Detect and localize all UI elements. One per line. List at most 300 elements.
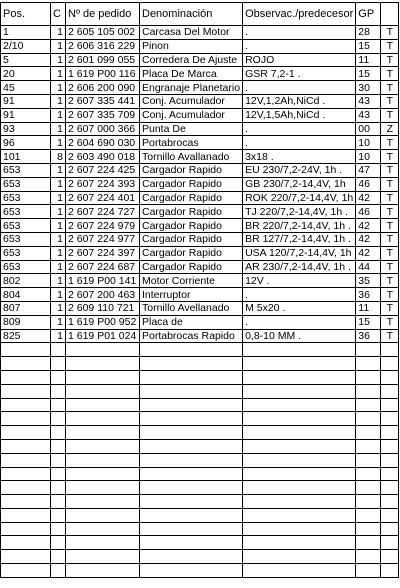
- header-c: C: [51, 3, 66, 26]
- cell-gp: 30: [356, 81, 381, 95]
- parts-list-table: [0, 2, 399, 578]
- cell-gp: [356, 439, 381, 453]
- cell-t: [381, 467, 399, 481]
- table-row: [1, 81, 399, 95]
- cell-c: 1: [51, 219, 66, 233]
- cell-c: [51, 439, 66, 453]
- cell-pos: 653: [1, 191, 51, 205]
- parts-body: [1, 26, 399, 578]
- empty-row: [1, 453, 399, 467]
- cell-c: [51, 398, 66, 412]
- cell-pos: 653: [1, 219, 51, 233]
- cell-pedido: [66, 370, 140, 384]
- table-row: [1, 274, 399, 288]
- cell-pedido: [66, 357, 140, 371]
- cell-t: [381, 343, 399, 357]
- cell-denominacion: Placa De Marca: [140, 67, 243, 81]
- cell-pedido: [66, 343, 140, 357]
- cell-c: 1: [51, 108, 66, 122]
- cell-t: [381, 522, 399, 536]
- cell-pedido: 2 607 224 979: [66, 219, 140, 233]
- table-row: [1, 39, 399, 53]
- cell-gp: 10: [356, 136, 381, 150]
- cell-denominacion: Portabrocas: [140, 136, 243, 150]
- cell-gp: 15: [356, 67, 381, 81]
- cell-gp: [356, 564, 381, 578]
- cell-denominacion: [140, 412, 243, 426]
- empty-row: [1, 412, 399, 426]
- cell-t: T: [381, 26, 399, 40]
- cell-pos: 20: [1, 67, 51, 81]
- cell-t: [381, 564, 399, 578]
- cell-gp: [356, 384, 381, 398]
- cell-pos: 101: [1, 150, 51, 164]
- cell-denominacion: [140, 550, 243, 564]
- cell-c: 1: [51, 301, 66, 315]
- cell-pos: 653: [1, 246, 51, 260]
- cell-c: 1: [51, 246, 66, 260]
- cell-denominacion: [140, 398, 243, 412]
- cell-c: [51, 426, 66, 440]
- empty-row: [1, 384, 399, 398]
- table-row: [1, 232, 399, 246]
- table-row: [1, 205, 399, 219]
- cell-denominacion: Punta De: [140, 122, 243, 136]
- cell-pos: 807: [1, 301, 51, 315]
- cell-denominacion: Portabrocas Rapido: [140, 329, 243, 343]
- cell-pedido: 2 606 316 229: [66, 39, 140, 53]
- cell-c: [51, 412, 66, 426]
- cell-pos: [1, 453, 51, 467]
- cell-gp: [356, 467, 381, 481]
- empty-row: [1, 357, 399, 371]
- cell-c: 1: [51, 122, 66, 136]
- cell-observac: 12V .: [243, 274, 356, 288]
- cell-gp: 42: [356, 232, 381, 246]
- cell-pos: 653: [1, 260, 51, 274]
- table-row: [1, 315, 399, 329]
- table-row: [1, 191, 399, 205]
- cell-gp: [356, 550, 381, 564]
- cell-pos: 653: [1, 205, 51, 219]
- cell-denominacion: [140, 370, 243, 384]
- header-observac: Observac./predecesor: [243, 3, 356, 26]
- cell-observac: [243, 481, 356, 495]
- cell-t: T: [381, 150, 399, 164]
- cell-t: T: [381, 67, 399, 81]
- cell-pedido: [66, 426, 140, 440]
- cell-gp: 43: [356, 94, 381, 108]
- cell-pos: [1, 343, 51, 357]
- cell-c: 1: [51, 26, 66, 40]
- header-pedido: Nº de pedido: [66, 3, 140, 26]
- cell-pos: [1, 564, 51, 578]
- cell-pos: 804: [1, 288, 51, 302]
- table-row: [1, 122, 399, 136]
- cell-gp: 35: [356, 274, 381, 288]
- cell-gp: 46: [356, 177, 381, 191]
- cell-observac: TJ 220/7,2-14,4V, 1h .: [243, 205, 356, 219]
- cell-observac: 0,8-10 MM .: [243, 329, 356, 343]
- cell-observac: [243, 564, 356, 578]
- cell-t: [381, 398, 399, 412]
- cell-observac: GB 230/7,2-14,4V, 1h: [243, 177, 356, 191]
- cell-c: 1: [51, 191, 66, 205]
- cell-denominacion: [140, 536, 243, 550]
- cell-gp: [356, 453, 381, 467]
- cell-denominacion: Engranaje Planetario: [140, 81, 243, 95]
- cell-denominacion: Cargador Rapido: [140, 232, 243, 246]
- cell-pos: [1, 522, 51, 536]
- cell-c: [51, 495, 66, 509]
- cell-denominacion: [140, 343, 243, 357]
- cell-pedido: 2 609 110 721: [66, 301, 140, 315]
- cell-denominacion: [140, 508, 243, 522]
- cell-gp: [356, 536, 381, 550]
- cell-gp: 15: [356, 39, 381, 53]
- cell-c: [51, 453, 66, 467]
- cell-gp: [356, 370, 381, 384]
- table-row: [1, 26, 399, 40]
- cell-denominacion: [140, 564, 243, 578]
- cell-pedido: [66, 495, 140, 509]
- cell-c: 1: [51, 274, 66, 288]
- cell-gp: [356, 357, 381, 371]
- cell-t: Z: [381, 122, 399, 136]
- cell-pedido: [66, 522, 140, 536]
- cell-gp: 36: [356, 329, 381, 343]
- cell-denominacion: Conj. Acumulador: [140, 94, 243, 108]
- cell-t: T: [381, 205, 399, 219]
- empty-row: [1, 343, 399, 357]
- cell-pedido: 2 607 224 401: [66, 191, 140, 205]
- cell-pos: [1, 426, 51, 440]
- cell-pos: 45: [1, 81, 51, 95]
- cell-pos: 91: [1, 108, 51, 122]
- cell-pos: [1, 550, 51, 564]
- cell-gp: 43: [356, 108, 381, 122]
- cell-c: [51, 550, 66, 564]
- table-row: [1, 329, 399, 343]
- cell-observac: [243, 453, 356, 467]
- cell-t: T: [381, 163, 399, 177]
- cell-pedido: 2 601 099 055: [66, 53, 140, 67]
- cell-pedido: [66, 481, 140, 495]
- cell-t: [381, 426, 399, 440]
- cell-pedido: [66, 384, 140, 398]
- cell-pos: 653: [1, 163, 51, 177]
- cell-observac: [243, 398, 356, 412]
- cell-t: T: [381, 301, 399, 315]
- cell-gp: 46: [356, 205, 381, 219]
- cell-pos: 802: [1, 274, 51, 288]
- cell-pedido: 2 607 224 687: [66, 260, 140, 274]
- cell-observac: .: [243, 136, 356, 150]
- cell-denominacion: [140, 481, 243, 495]
- cell-pedido: 1 619 P00 952: [66, 315, 140, 329]
- cell-gp: 42: [356, 219, 381, 233]
- cell-t: T: [381, 39, 399, 53]
- cell-denominacion: [140, 384, 243, 398]
- cell-c: 8: [51, 150, 66, 164]
- cell-denominacion: Tornillo Avellanado: [140, 301, 243, 315]
- cell-gp: [356, 343, 381, 357]
- cell-t: [381, 550, 399, 564]
- cell-t: [381, 384, 399, 398]
- cell-denominacion: Cargador Rapido: [140, 219, 243, 233]
- cell-pedido: 2 607 224 977: [66, 232, 140, 246]
- cell-pos: 1: [1, 26, 51, 40]
- cell-observac: 12V,1,5Ah,NiCd .: [243, 108, 356, 122]
- cell-observac: GSR 7,2-1 .: [243, 67, 356, 81]
- cell-gp: [356, 508, 381, 522]
- cell-pos: [1, 357, 51, 371]
- cell-denominacion: Cargador Rapido: [140, 177, 243, 191]
- empty-row: [1, 536, 399, 550]
- cell-observac: 12V,1,2Ah,NiCd .: [243, 94, 356, 108]
- table-row: [1, 94, 399, 108]
- cell-c: [51, 343, 66, 357]
- cell-c: 1: [51, 136, 66, 150]
- cell-pedido: [66, 453, 140, 467]
- cell-observac: [243, 439, 356, 453]
- cell-t: [381, 370, 399, 384]
- cell-observac: .: [243, 122, 356, 136]
- table-row: [1, 219, 399, 233]
- cell-gp: 44: [356, 260, 381, 274]
- cell-pos: [1, 398, 51, 412]
- cell-observac: .: [243, 81, 356, 95]
- header-row: [1, 3, 399, 26]
- cell-t: [381, 536, 399, 550]
- cell-gp: 36: [356, 288, 381, 302]
- cell-t: [381, 453, 399, 467]
- cell-t: T: [381, 53, 399, 67]
- table-row: [1, 53, 399, 67]
- cell-observac: [243, 357, 356, 371]
- cell-c: [51, 536, 66, 550]
- cell-pedido: 2 607 224 397: [66, 246, 140, 260]
- cell-gp: 42: [356, 246, 381, 260]
- cell-c: 1: [51, 163, 66, 177]
- cell-c: 1: [51, 232, 66, 246]
- header-pos: Pos.: [1, 3, 51, 26]
- empty-row: [1, 550, 399, 564]
- cell-c: 1: [51, 315, 66, 329]
- cell-pedido: 2 606 200 090: [66, 81, 140, 95]
- cell-denominacion: Cargador Rapido: [140, 191, 243, 205]
- cell-t: T: [381, 136, 399, 150]
- cell-t: [381, 357, 399, 371]
- cell-pedido: [66, 439, 140, 453]
- cell-c: 1: [51, 288, 66, 302]
- cell-observac: .: [243, 39, 356, 53]
- table-row: [1, 260, 399, 274]
- cell-pedido: 2 607 200 463: [66, 288, 140, 302]
- empty-row: [1, 564, 399, 578]
- cell-observac: [243, 384, 356, 398]
- empty-row: [1, 522, 399, 536]
- cell-c: 1: [51, 94, 66, 108]
- cell-gp: [356, 495, 381, 509]
- cell-pos: 809: [1, 315, 51, 329]
- cell-t: T: [381, 288, 399, 302]
- cell-observac: .: [243, 288, 356, 302]
- cell-denominacion: Carcasa Del Motor: [140, 26, 243, 40]
- empty-row: [1, 398, 399, 412]
- cell-pos: [1, 467, 51, 481]
- cell-t: T: [381, 219, 399, 233]
- cell-observac: AR 230/7,2-14,4V, 1h .: [243, 260, 356, 274]
- cell-gp: 42: [356, 191, 381, 205]
- cell-observac: EU 230/7,2-24V, 1h .: [243, 163, 356, 177]
- cell-observac: [243, 426, 356, 440]
- cell-gp: 15: [356, 315, 381, 329]
- cell-denominacion: [140, 453, 243, 467]
- cell-pos: [1, 508, 51, 522]
- cell-pos: [1, 481, 51, 495]
- cell-c: 1: [51, 53, 66, 67]
- cell-pos: [1, 412, 51, 426]
- cell-t: T: [381, 260, 399, 274]
- cell-gp: 10: [356, 150, 381, 164]
- cell-pos: 653: [1, 232, 51, 246]
- cell-t: T: [381, 108, 399, 122]
- cell-pedido: 1 619 P00 141: [66, 274, 140, 288]
- cell-pos: 93: [1, 122, 51, 136]
- table-row: [1, 67, 399, 81]
- cell-denominacion: Placa de: [140, 315, 243, 329]
- cell-observac: BR 220/7,2-14,4V, 1h .: [243, 219, 356, 233]
- cell-gp: 00: [356, 122, 381, 136]
- cell-denominacion: Pinon: [140, 39, 243, 53]
- cell-pedido: [66, 412, 140, 426]
- cell-pos: 5: [1, 53, 51, 67]
- cell-c: [51, 508, 66, 522]
- cell-gp: [356, 522, 381, 536]
- cell-observac: [243, 550, 356, 564]
- cell-observac: USA 120/7,2-14,4V, 1h: [243, 246, 356, 260]
- cell-observac: [243, 495, 356, 509]
- cell-gp: 11: [356, 301, 381, 315]
- cell-c: 1: [51, 81, 66, 95]
- cell-denominacion: Cargador Rapido: [140, 205, 243, 219]
- cell-t: [381, 412, 399, 426]
- cell-denominacion: Cargador Rapido: [140, 163, 243, 177]
- cell-c: [51, 467, 66, 481]
- cell-t: T: [381, 94, 399, 108]
- cell-t: T: [381, 329, 399, 343]
- empty-row: [1, 370, 399, 384]
- cell-observac: [243, 343, 356, 357]
- cell-c: [51, 357, 66, 371]
- cell-denominacion: Motor Corriente: [140, 274, 243, 288]
- cell-c: 1: [51, 177, 66, 191]
- cell-observac: [243, 522, 356, 536]
- cell-pedido: 2 605 105 002: [66, 26, 140, 40]
- empty-row: [1, 495, 399, 509]
- cell-observac: [243, 370, 356, 384]
- cell-c: [51, 564, 66, 578]
- cell-denominacion: Cargador Rapido: [140, 246, 243, 260]
- table-row: [1, 163, 399, 177]
- empty-row: [1, 439, 399, 453]
- cell-c: 1: [51, 67, 66, 81]
- cell-c: 1: [51, 205, 66, 219]
- cell-t: [381, 481, 399, 495]
- cell-observac: [243, 412, 356, 426]
- cell-t: T: [381, 274, 399, 288]
- cell-denominacion: Tornillo Avallanado: [140, 150, 243, 164]
- cell-observac: [243, 508, 356, 522]
- cell-pedido: 2 607 335 441: [66, 94, 140, 108]
- table-row: [1, 301, 399, 315]
- table-row: [1, 108, 399, 122]
- cell-t: T: [381, 232, 399, 246]
- cell-pedido: [66, 467, 140, 481]
- cell-c: [51, 522, 66, 536]
- cell-pedido: [66, 508, 140, 522]
- cell-observac: .: [243, 315, 356, 329]
- cell-t: T: [381, 315, 399, 329]
- cell-observac: 3x18 .: [243, 150, 356, 164]
- cell-denominacion: [140, 522, 243, 536]
- cell-c: [51, 481, 66, 495]
- table-row: [1, 288, 399, 302]
- cell-observac: [243, 536, 356, 550]
- empty-row: [1, 481, 399, 495]
- cell-pos: 96: [1, 136, 51, 150]
- cell-pedido: 2 607 224 727: [66, 205, 140, 219]
- cell-denominacion: [140, 495, 243, 509]
- cell-c: [51, 370, 66, 384]
- cell-observac: ROK 220/7,2-14,4V, 1h: [243, 191, 356, 205]
- cell-t: T: [381, 191, 399, 205]
- cell-gp: [356, 398, 381, 412]
- cell-denominacion: Corredera De Ajuste: [140, 53, 243, 67]
- cell-t: [381, 495, 399, 509]
- cell-pedido: 2 604 690 030: [66, 136, 140, 150]
- header-gp: GP: [356, 3, 381, 26]
- cell-pedido: 2 607 335 709: [66, 108, 140, 122]
- cell-pedido: 1 619 P01 024: [66, 329, 140, 343]
- cell-denominacion: Conj. Acumulador: [140, 108, 243, 122]
- cell-c: 1: [51, 260, 66, 274]
- cell-pos: 2/10: [1, 39, 51, 53]
- cell-pos: 91: [1, 94, 51, 108]
- cell-gp: [356, 426, 381, 440]
- empty-row: [1, 426, 399, 440]
- cell-pedido: [66, 564, 140, 578]
- cell-observac: ROJO: [243, 53, 356, 67]
- cell-pos: [1, 439, 51, 453]
- cell-pedido: 1 619 P00 116: [66, 67, 140, 81]
- cell-observac: [243, 467, 356, 481]
- empty-row: [1, 467, 399, 481]
- cell-t: T: [381, 246, 399, 260]
- cell-c: 1: [51, 39, 66, 53]
- table-row: [1, 246, 399, 260]
- cell-denominacion: [140, 357, 243, 371]
- cell-denominacion: [140, 439, 243, 453]
- cell-pos: 653: [1, 177, 51, 191]
- header-denominacion: Denominación: [140, 3, 243, 26]
- cell-pedido: [66, 550, 140, 564]
- cell-pos: [1, 495, 51, 509]
- cell-denominacion: Cargador Rapido: [140, 260, 243, 274]
- cell-pedido: [66, 536, 140, 550]
- cell-pos: [1, 370, 51, 384]
